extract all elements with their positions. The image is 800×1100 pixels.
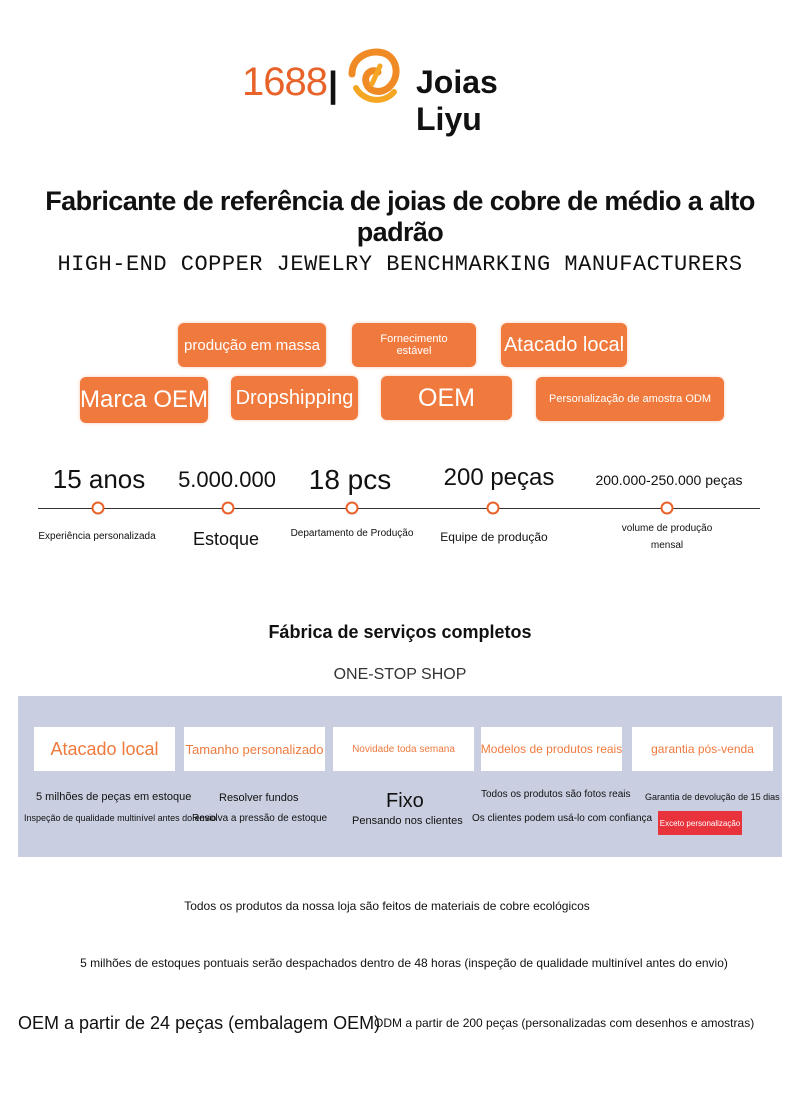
service-line: 5 milhões de peças em estoque	[36, 791, 192, 803]
service-line: Fixo	[386, 790, 424, 812]
hero-title: Fabricante de referência de joias de cobre de médio a alto padrão	[45, 186, 755, 247]
stat-label: Equipe de produção	[440, 530, 548, 544]
footer-odm: ODM a partir de 200 peças (personalizadas com desenhos e amostras)	[374, 1016, 755, 1030]
footer-shipping: 5 milhões de estoques pontuais serão despachados dentro de 48 horas (inspeção de qualidade multinível antes do envio)	[80, 956, 728, 970]
stat-value: 5.000.000	[178, 467, 276, 492]
swirl-logo-icon	[342, 44, 406, 108]
timeline-dot	[661, 502, 674, 515]
store-name: Joias Liyu	[416, 64, 498, 137]
tag-local-wholesale: Atacado local	[501, 323, 627, 367]
stat-value: 200.000-250.000 peças	[595, 472, 743, 488]
service-card-title: Atacado local	[34, 727, 175, 771]
brand-header	[242, 52, 562, 137]
service-card-title: Novidade toda semana	[333, 727, 474, 771]
services-title: Fábrica de serviços completos	[268, 622, 532, 642]
service-card-title: Modelos de produtos reais	[481, 727, 622, 771]
status-badge	[658, 811, 742, 835]
service-line: Resolva a pressão de estoque	[192, 813, 328, 824]
service-line: Pensando nos clientes	[352, 815, 463, 827]
tag-dropshipping: Dropshipping	[231, 376, 358, 420]
footer-materials: Todos os produtos da nossa loja são feitos de materiais de cobre ecológicos	[184, 899, 590, 913]
stat-value: 18 pcs	[308, 464, 392, 495]
timeline-dot	[487, 502, 500, 515]
tag-odm-sample: Personalização de amostra ODM	[536, 377, 724, 421]
service-line: Os clientes podem usá-lo com confiança	[472, 813, 653, 824]
stat-label: Experiência personalizada	[38, 531, 156, 542]
services-subtitle: ONE-STOP SHOP	[333, 666, 467, 683]
brand-separator: |	[328, 64, 339, 105]
service-line: Todos os produtos são fotos reais	[481, 789, 631, 800]
stat-label: Departamento de Produção	[290, 528, 414, 539]
service-line: Inspeção de qualidade multinível antes do envio	[24, 813, 217, 823]
service-card-title: Tamanho personalizado	[184, 727, 325, 771]
tag-brand-oem: Marca OEM	[80, 377, 208, 423]
stat-label-line2: mensal	[650, 540, 684, 551]
hero-subtitle: HIGH-END COPPER JEWELRY BENCHMARKING MANUFACTURERS	[57, 252, 743, 277]
service-line: Resolver fundos	[219, 792, 299, 804]
status-badge-label: Exceto personalização	[659, 818, 741, 828]
tag-stable-supply: Fornecimento estável	[352, 323, 476, 367]
service-card-title: garantia pós-venda	[632, 727, 773, 771]
stat-label-line1: volume de produção	[621, 523, 713, 534]
stat-value: 15 anos	[52, 464, 146, 494]
timeline-line	[38, 508, 760, 509]
stat-value: 200 peças	[443, 464, 555, 491]
timeline-dot	[222, 502, 235, 515]
timeline-dot	[92, 502, 105, 515]
service-line: Garantia de devolução de 15 dias	[645, 792, 780, 802]
timeline-dot	[346, 502, 359, 515]
tag-mass-production: produção em massa	[178, 323, 326, 367]
stat-label: Estoque	[192, 529, 260, 549]
tag-oem: OEM	[381, 376, 512, 420]
footer-oem: OEM a partir de 24 peças (embalagem OEM)	[18, 1013, 381, 1033]
brand-number: 1688	[242, 60, 327, 104]
